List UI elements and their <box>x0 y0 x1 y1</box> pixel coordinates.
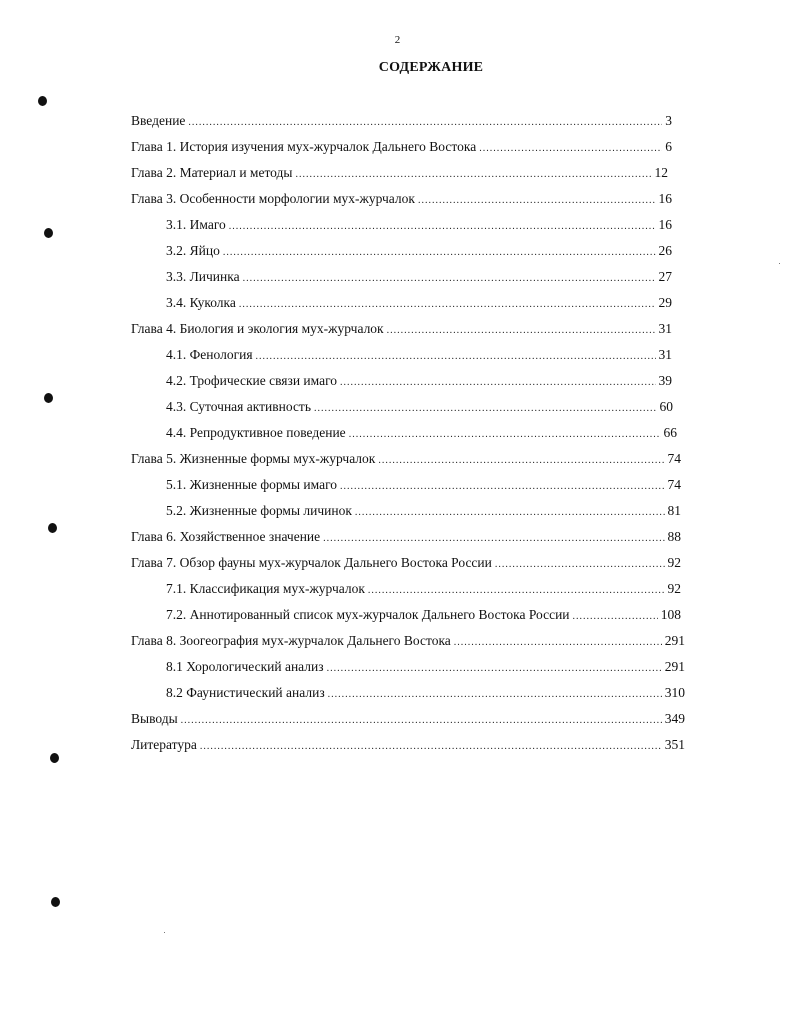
toc-entry <box>166 215 672 235</box>
toc-dot-leader <box>223 243 656 263</box>
toc-entry-page: 92 <box>667 555 681 570</box>
scan-speck <box>164 932 165 933</box>
toc-dot-leader <box>355 503 665 523</box>
toc-entry-label: Глава 2. Материал и методы <box>131 165 293 180</box>
toc-entry <box>166 423 677 443</box>
toc-entry <box>131 631 685 651</box>
toc-entry-label: 3.2. Яйцо <box>166 243 220 258</box>
toc-dot-leader <box>340 477 664 497</box>
toc-entry <box>166 657 685 677</box>
toc-entry-page: 12 <box>654 165 668 180</box>
binding-hole <box>44 228 53 238</box>
toc-entry-page: 349 <box>664 711 685 726</box>
toc-dot-leader <box>181 711 662 731</box>
toc-dot-leader <box>327 659 662 679</box>
toc-entry-label: Глава 6. Хозяйственное значение <box>131 529 321 544</box>
toc-entry <box>166 579 681 599</box>
toc-dot-leader <box>323 529 664 549</box>
binding-hole <box>38 96 47 106</box>
toc-entry <box>166 267 672 287</box>
toc-entry-page: 26 <box>658 243 672 258</box>
toc-entry-page: 3 <box>665 113 672 128</box>
toc-entry-page: 92 <box>667 581 681 596</box>
toc-dot-leader <box>256 347 656 367</box>
toc-entry-label: 5.1. Жизненные формы имаго <box>166 477 338 492</box>
toc-dot-leader <box>387 321 656 341</box>
toc-entry-page: 310 <box>664 685 685 700</box>
toc-entry-page: 81 <box>667 503 681 518</box>
toc-entry-page: 27 <box>658 269 672 284</box>
binding-hole <box>50 753 59 763</box>
toc-entry-label: 4.3. Суточная активность <box>166 399 311 414</box>
toc-entry <box>166 293 672 313</box>
toc-entry <box>166 397 673 417</box>
toc-dot-leader <box>368 581 665 601</box>
toc-entry-page: 291 <box>664 633 685 648</box>
toc-entry-page: 351 <box>664 737 685 752</box>
toc-dot-leader <box>340 373 655 393</box>
toc-entry <box>166 345 672 365</box>
toc-entry-label: 8.2 Фаунистический анализ <box>166 685 325 700</box>
toc-dot-leader <box>378 451 664 471</box>
toc-entry <box>166 501 681 521</box>
toc-entry-label: 3.1. Имаго <box>166 217 226 232</box>
toc-entry <box>131 553 681 573</box>
binding-hole <box>48 523 57 533</box>
toc-entry-page: 108 <box>660 607 681 622</box>
toc-entry-label: 4.1. Фенология <box>166 347 253 362</box>
toc-entry <box>131 709 685 729</box>
toc-dot-leader <box>229 217 656 237</box>
scan-speck <box>779 263 780 264</box>
toc-entry-page: 31 <box>658 347 672 362</box>
toc-entry-label: Выводы <box>131 711 178 726</box>
toc-entry-label: Глава 8. Зоогеография мух-журчалок Дальнего Востока <box>131 633 451 648</box>
toc-entry-label: 3.4. Куколка <box>166 295 236 310</box>
binding-hole <box>51 897 60 907</box>
toc-dot-leader <box>573 607 658 627</box>
toc-entry-page: 74 <box>667 451 681 466</box>
toc-entry-page: 16 <box>658 191 672 206</box>
toc-dot-leader <box>328 685 662 705</box>
toc-entry-page: 60 <box>659 399 673 414</box>
toc-dot-leader <box>495 555 665 575</box>
toc-entry <box>166 605 681 625</box>
toc-entry <box>131 319 672 339</box>
toc-entry-label: 5.2. Жизненные формы личинок <box>166 503 352 518</box>
toc-entry-label: Глава 7. Обзор фауны мух-журчалок Дальнего Востока России <box>131 555 492 570</box>
toc-entry-label: 4.4. Репродуктивное поведение <box>166 425 346 440</box>
toc-entry-page: 16 <box>658 217 672 232</box>
toc-entry-page: 66 <box>663 425 677 440</box>
toc-dot-leader <box>454 633 662 653</box>
toc-entry-page: 74 <box>667 477 681 492</box>
toc-entry <box>131 527 681 547</box>
toc-entry-label: Глава 5. Жизненные формы мух-журчалок <box>131 451 376 466</box>
toc-dot-leader <box>239 295 656 315</box>
toc-entry <box>131 449 681 469</box>
toc-dot-leader <box>418 191 656 211</box>
toc-entry <box>166 475 681 495</box>
binding-hole <box>44 393 53 403</box>
toc-entry-page: 39 <box>658 373 672 388</box>
toc-entry-label: 3.3. Личинка <box>166 269 240 284</box>
toc-dot-leader <box>349 425 661 445</box>
toc-dot-leader <box>314 399 657 419</box>
toc-entry-label: Литература <box>131 737 197 752</box>
toc-entry-label: Глава 3. Особенности морфологии мух-журчалок <box>131 191 415 206</box>
toc-dot-leader <box>479 139 662 159</box>
toc-dot-leader <box>188 113 662 133</box>
toc-dot-leader <box>200 737 662 757</box>
toc-entry <box>131 163 668 183</box>
toc-entry <box>166 241 672 261</box>
toc-entry-page: 31 <box>658 321 672 336</box>
toc-entry-label: 7.1. Классификация мух-журчалок <box>166 581 365 596</box>
toc-entry <box>166 371 672 391</box>
toc-dot-leader <box>243 269 656 289</box>
toc-entry <box>131 111 672 131</box>
toc-entry-page: 29 <box>658 295 672 310</box>
toc-entry <box>131 735 685 755</box>
toc-entry-page: 6 <box>665 139 672 154</box>
toc-entry <box>131 137 672 157</box>
toc-entry-label: 7.2. Аннотированный список мух-журчалок Дальнего Востока России <box>166 607 570 622</box>
toc-entry-label: Глава 1. История изучения мух-журчалок Дальнего Востока <box>131 139 477 154</box>
toc-entry-label: 4.2. Трофические связи имаго <box>166 373 338 388</box>
toc-entry-label: Глава 4. Биология и экология мух-журчалок <box>131 321 384 336</box>
toc-dot-leader <box>295 165 651 185</box>
toc-entry-page: 291 <box>664 659 685 674</box>
toc-entry-page: 88 <box>667 529 681 544</box>
toc-entry-label: Введение <box>131 113 186 128</box>
toc-entry <box>166 683 685 703</box>
toc-entry-label: 8.1 Хорологический анализ <box>166 659 324 674</box>
toc-title: СОДЕРЖАНИЕ <box>378 60 484 75</box>
page-number: 2 <box>394 34 401 46</box>
toc-entry <box>131 189 672 209</box>
